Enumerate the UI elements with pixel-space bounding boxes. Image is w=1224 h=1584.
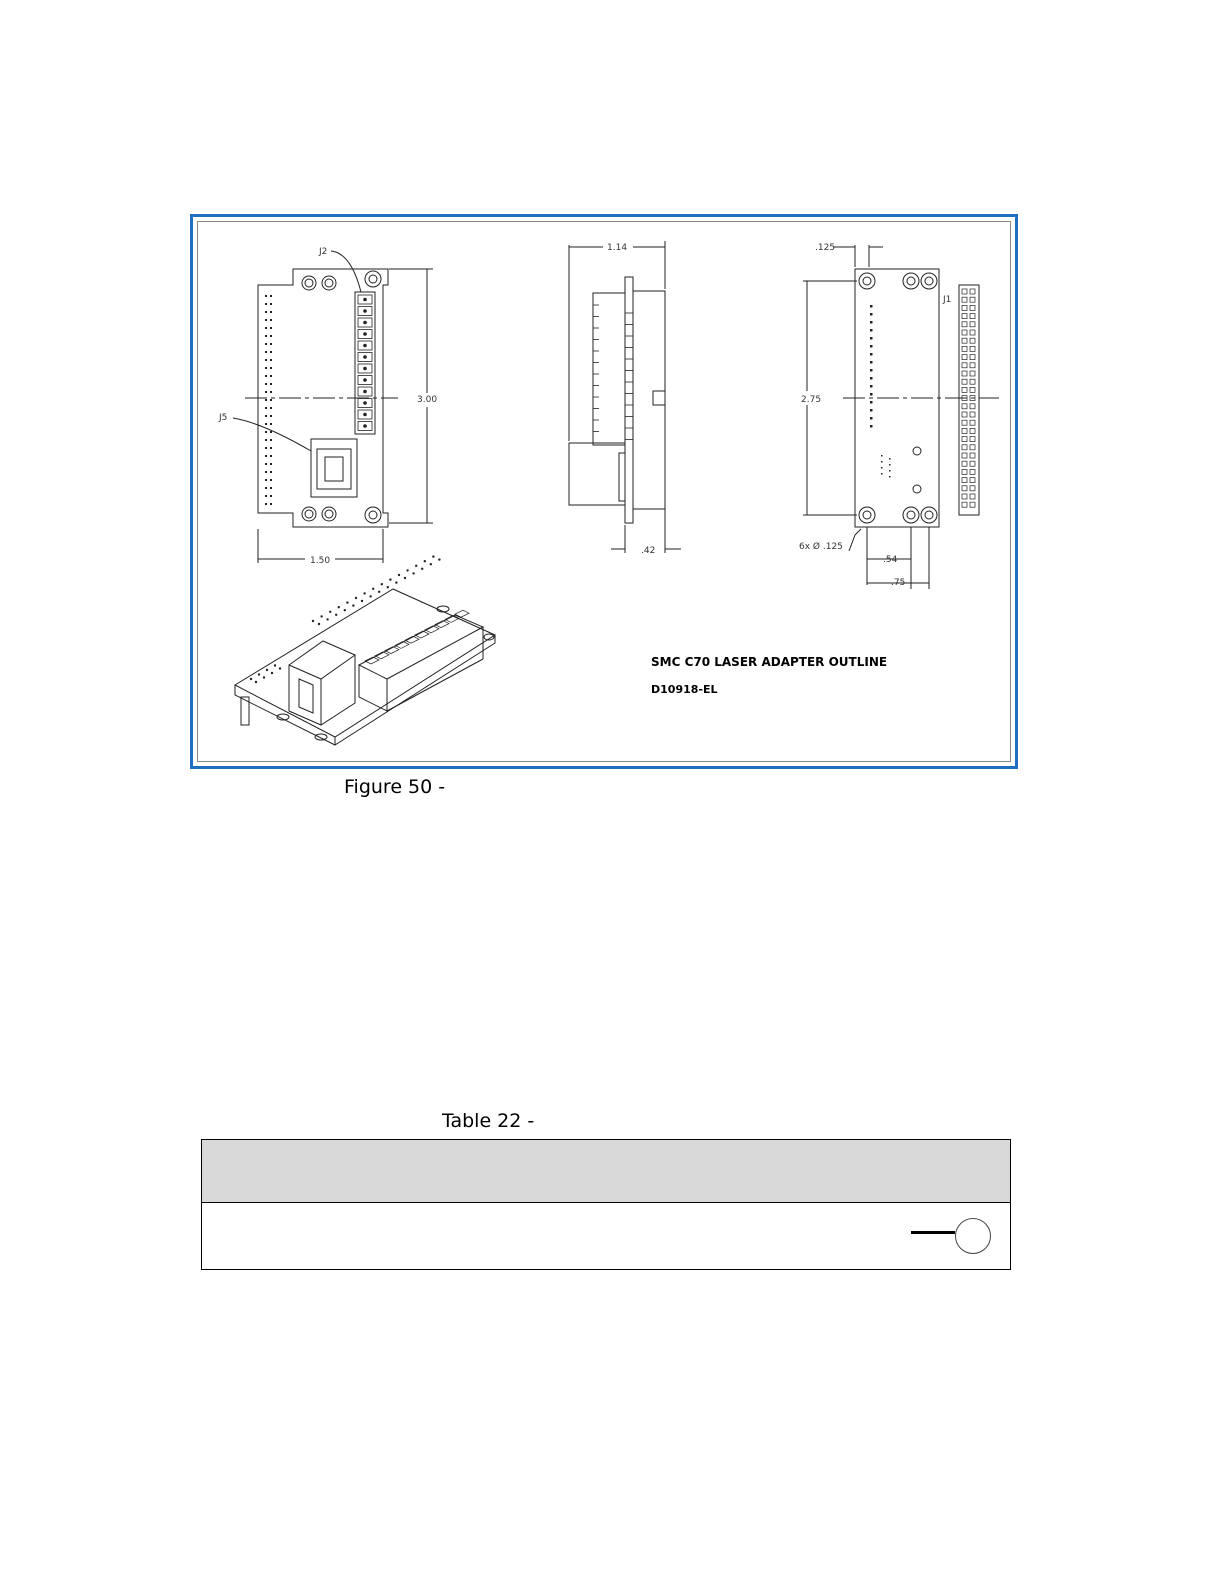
dim-height-front: 3.00 [417, 395, 438, 405]
drawing-title: SMC C70 LASER ADAPTER OUTLINE [651, 655, 888, 669]
table-caption: Table 22 - [442, 1110, 535, 1132]
front-view [233, 251, 433, 563]
side-view [569, 241, 681, 553]
isometric-view [235, 589, 495, 745]
dim-spacing-b: .75 [891, 578, 906, 588]
adapter-outline-drawing [193, 217, 1015, 766]
dim-edge-back: .125 [815, 243, 836, 253]
back-view [803, 245, 999, 589]
callout-line [911, 1231, 955, 1234]
label-j2: J2 [319, 247, 328, 257]
table-row [202, 1203, 1010, 1269]
label-j5: J5 [219, 413, 228, 423]
dim-spacing-a: .54 [883, 555, 898, 565]
drawing-number: D10918-EL [651, 683, 718, 696]
data-table [201, 1139, 1011, 1270]
dim-depth-side: 1.14 [607, 243, 628, 253]
dim-offset-side: .42 [641, 546, 656, 556]
dim-hole-note: 6x Ø .125 [799, 542, 843, 552]
dim-width-front: 1.50 [310, 556, 331, 566]
table-header-row [202, 1140, 1010, 1203]
figure-frame [190, 214, 1018, 769]
label-j1: J1 [943, 295, 952, 305]
dim-height-back: 2.75 [801, 395, 822, 405]
callout-circle-icon [955, 1218, 991, 1254]
figure-caption: Figure 50 - [344, 776, 446, 798]
